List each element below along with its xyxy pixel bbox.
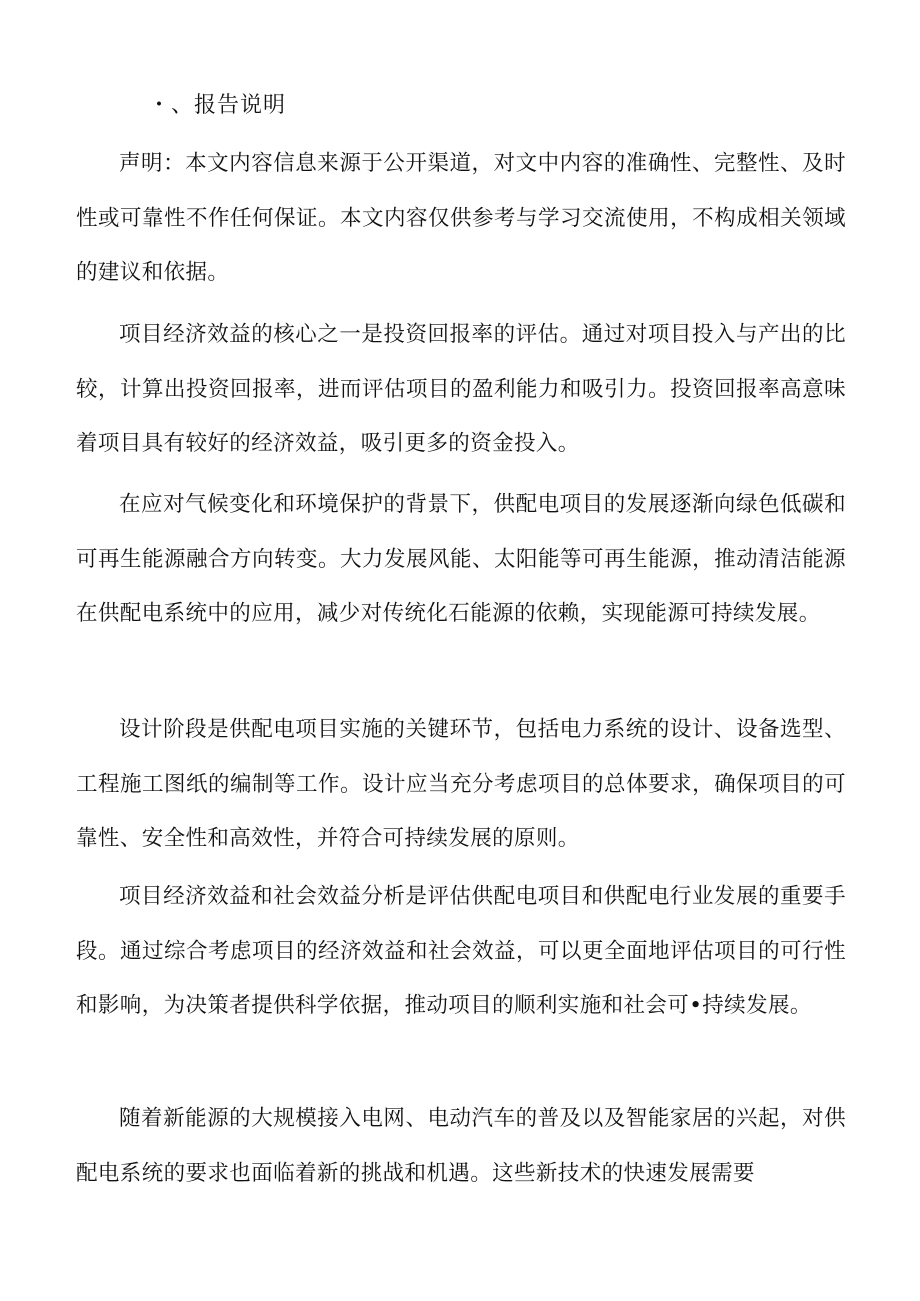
paragraph-benefit-analysis: 项目经济效益和社会效益分析是评估供配电项目和供配电行业发展的重要手段。通过综合考虑项目的经济效益和社会效益，可以更全面地评估项目的可行性和影响，为决策者提供科学依据，推动项目的顺利实施和社会可•持续发展。 bbox=[76, 884, 846, 1018]
section-heading: ・、报告说明 bbox=[148, 93, 287, 118]
paragraph-green-energy: 在应对气候变化和环境保护的背景下，供配电项目的发展逐渐向绿色低碳和可再生能源融合方向转变。大力发展风能、太阳能等可再生能源，推动清洁能源在供配电系统中的应用，减少对传统化石能源的依赖，实现能源可持续发展。 bbox=[76, 492, 846, 626]
paragraph-new-energy: 随着新能源的大规模接入电网、电动汽车的普及以及智能家居的兴起，对供配电系统的要求也面临着新的挑战和机遇。这些新技术的快速发展需要 bbox=[76, 1106, 846, 1186]
paragraph-investment-return: 项目经济效益的核心之一是投资回报率的评估。通过对项目投入与产出的比较，计算出投资回报率，进而评估项目的盈利能力和吸引力。投资回报率高意味着项目具有较好的经济效益，吸引更多的资金投入。 bbox=[76, 322, 846, 456]
paragraph-design-stage: 设计阶段是供配电项目实施的关键环节，包括电力系统的设计、设备选型、工程施工图纸的编制等工作。设计应当充分考虑项目的总体要求，确保项目的可靠性、安全性和高效性，并符合可持续发展的原则。 bbox=[76, 717, 846, 851]
paragraph-disclaimer: 声明：本文内容信息来源于公开渠道，对文中内容的准确性、完整性、及时性或可靠性不作任何保证。本文内容仅供参考与学习交流使用，不构成相关领域的建议和依据。 bbox=[76, 151, 846, 285]
